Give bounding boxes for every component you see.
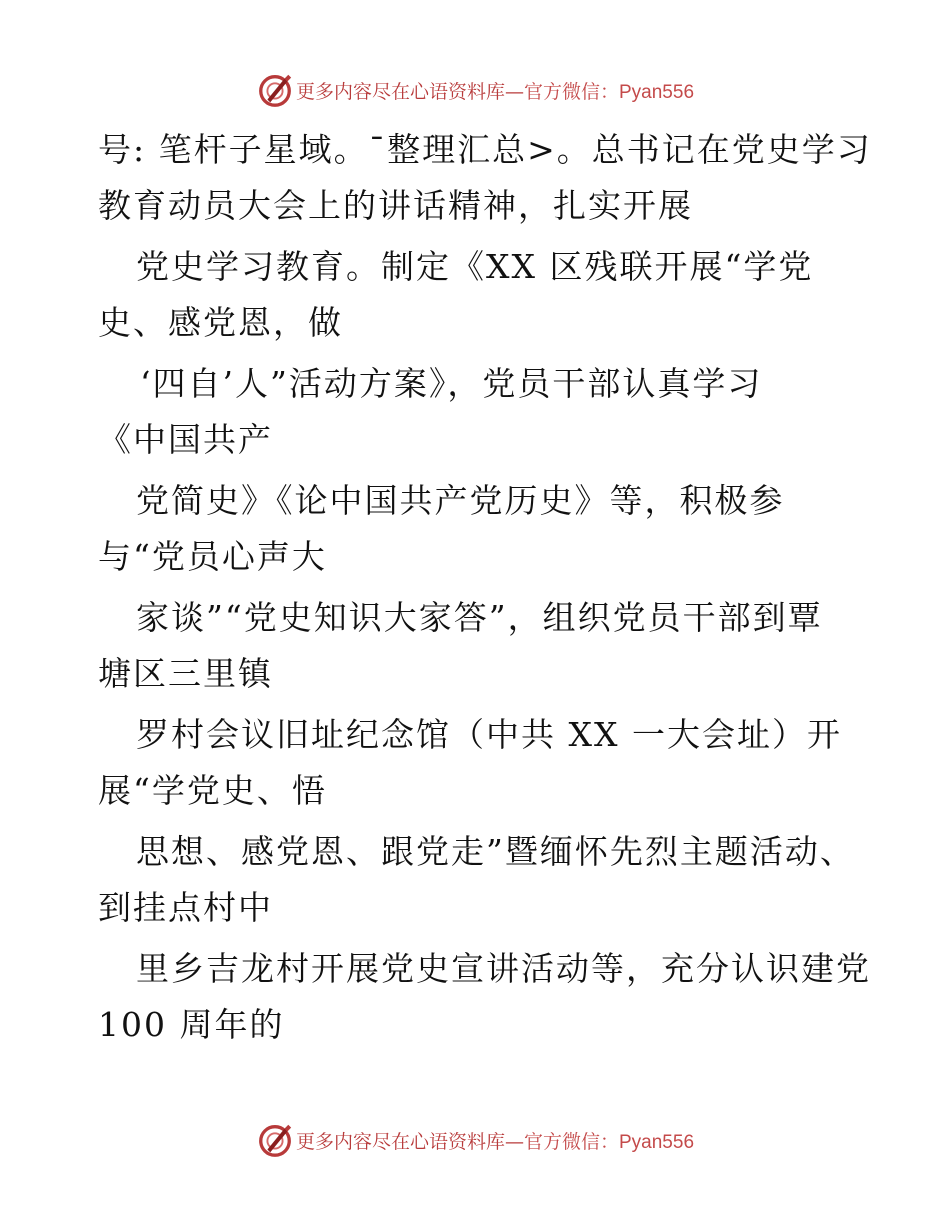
body-line: 展“学党史、悟 [98,771,327,810]
watermark-text [296,77,694,104]
body-line: 塘区三里镇 [98,654,273,693]
body-line: 家谈”“党史知识大家答”，组织党员干部到覃 [136,598,823,637]
body-line: 100 周年的 [98,1005,285,1044]
watermark-wechat-label: 官方微信： [523,1130,619,1153]
body-line: 号: 笔杆子星域。¯整理汇总>。总书记在党史学习 [98,130,872,169]
watermark-account: Pyan556 [619,81,695,103]
body-line: 党简史》《论中国共产党历史》等，积极参 [136,481,785,520]
watermark-wechat-label: 官方微信： [523,80,619,103]
watermark-text [296,1127,694,1154]
header-watermark [0,68,950,112]
body-line: 《中国共产 [98,420,273,459]
body-line: 党史学习教育。制定《XX 区残联开展“学党 [136,247,814,286]
body-line: 里乡吉龙村开展党史宣讲活动等，充分认识建党 [136,949,871,988]
pen-swirl-logo-icon [256,1121,294,1159]
body-line: 教育动员大会上的讲话精神，扎实开展 [98,186,693,225]
body-line: 与“党员心声大 [98,537,327,576]
body-line: 史、感党恩，做 [98,303,343,342]
body-line: ‘四自’人”活动方案》，党员干部认真学习 [140,364,763,403]
body-line: 思想、感党恩、跟党走”暨缅怀先烈主题活动、 [136,832,855,871]
body-line: 到挂点村中 [98,888,273,927]
watermark-brand: 更多内容尽在心语资料库— [295,80,524,103]
watermark-account: Pyan556 [619,1131,695,1153]
footer-watermark [0,1118,950,1162]
pen-swirl-logo-icon [256,71,294,109]
watermark-brand: 更多内容尽在心语资料库— [295,1130,524,1153]
body-line: 罗村会议旧址纪念馆（中共 XX 一大会址）开 [136,715,842,754]
